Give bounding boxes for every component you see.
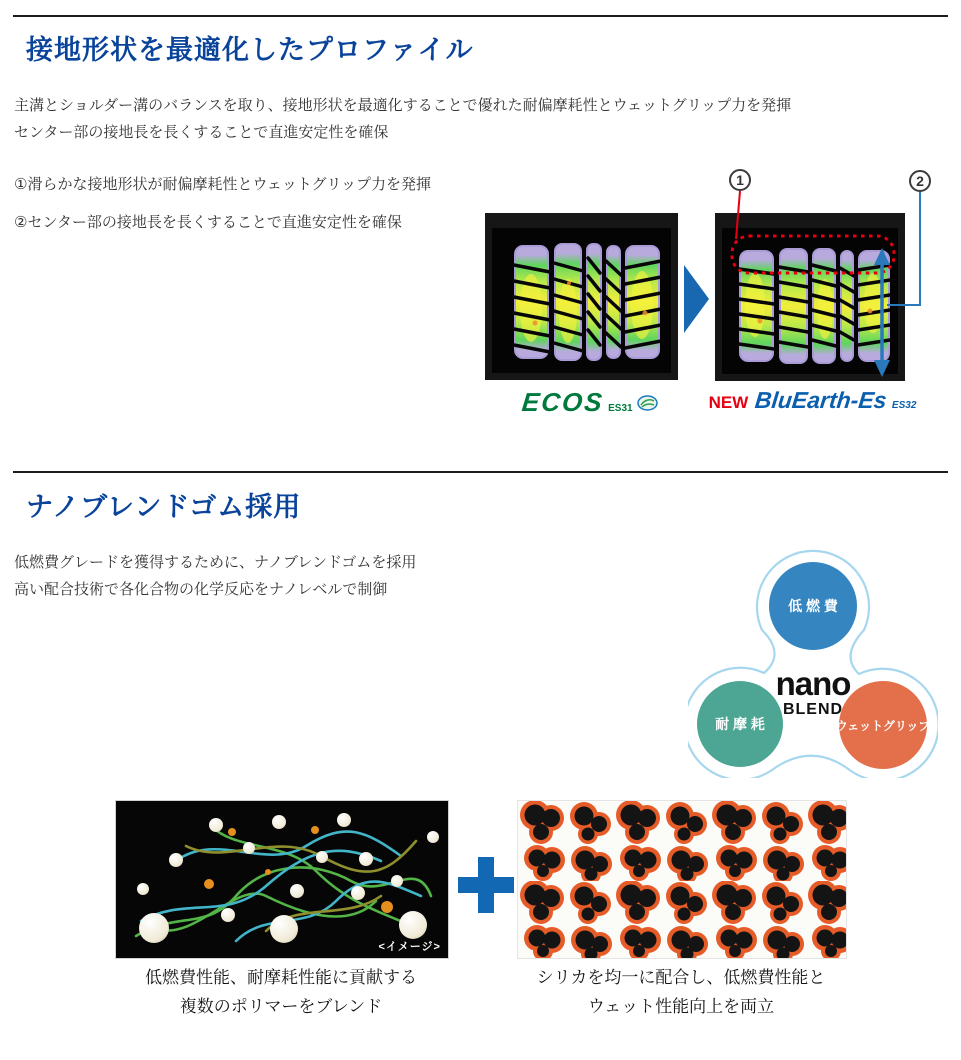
nano-wordmark: nano: [775, 665, 851, 702]
bluearth-model-text: ES32: [891, 400, 917, 411]
fuel-economy-label: 低 燃 費: [788, 598, 838, 614]
polymer-blend-image: [115, 800, 449, 959]
wear-resistance-label: 耐 摩 耗: [715, 716, 765, 732]
ecos-logo: [490, 387, 690, 418]
ecos-brand-text: ECOS: [520, 387, 606, 417]
eco-badge-icon: [637, 395, 658, 411]
polymer-caption-line1: 低燃費性能、耐摩耗性能に貢献する: [145, 968, 417, 987]
nano-blend-diagram: [688, 548, 938, 778]
silica-dispersion-art: [518, 801, 846, 958]
callout-1-badge: 1: [729, 169, 751, 191]
bluearth-logo: [705, 387, 920, 414]
section1-title: 接地形状を最適化したプロファイル: [26, 35, 474, 65]
bluearth-brand-text: BluEarth-Es: [753, 387, 889, 413]
ecos-model-text: ES31: [608, 403, 633, 414]
wet-grip-label: ウェットグリップ: [835, 719, 931, 733]
image-disclaimer-note: <イメージ>: [378, 941, 441, 953]
blend-wordmark: BLEND: [782, 701, 844, 718]
improvement-arrow-icon: [684, 265, 709, 333]
section1-intro-line1: 主溝とショルダー溝のバランスを取り、接地形状を最適化することで優れた耐偏摩耗性とウェットグリップ力を発揮: [14, 97, 792, 114]
silica-caption: [517, 963, 845, 1021]
section-divider-middle: [13, 471, 948, 473]
section2-intro-line2: 高い配合技術で各化合物の化学反応をナノレベルで制御: [14, 581, 388, 598]
polymer-caption-line2: 複数のポリマーをブレンド: [179, 997, 383, 1016]
new-tag-text: NEW: [708, 393, 749, 412]
polymer-caption: [115, 963, 447, 1021]
tire-footprint-before-image: [485, 213, 678, 380]
tire-footprint-after-image: [715, 213, 905, 381]
polymer-blend-art: [116, 801, 448, 958]
section1-intro: [14, 92, 791, 146]
section2-intro-line1: 低燃費グレードを獲得するために、ナノブレンドゴムを採用: [14, 554, 417, 571]
plus-icon: [458, 857, 514, 913]
section-divider-top: [13, 15, 948, 17]
section1-point2: ②センター部の接地長を長くすることで直進安定性を確保: [14, 214, 402, 231]
callout-2-badge: 2: [909, 170, 931, 192]
section1-point1: ①滑らかな接地形状が耐偏摩耗性とウェットグリップ力を発揮: [14, 176, 431, 193]
section1-intro-line2: センター部の接地長を長くすることで直進安定性を確保: [14, 124, 389, 141]
silica-dispersion-image: [517, 800, 847, 959]
silica-caption-line2: ウェット性能向上を両立: [587, 997, 775, 1016]
section2-title: ナノブレンドゴム採用: [26, 492, 302, 522]
tread-comparison-figure: [480, 165, 945, 420]
silica-caption-line1: シリカを均一に配合し、低燃費性能と: [536, 968, 826, 987]
section2-intro: [14, 549, 416, 603]
